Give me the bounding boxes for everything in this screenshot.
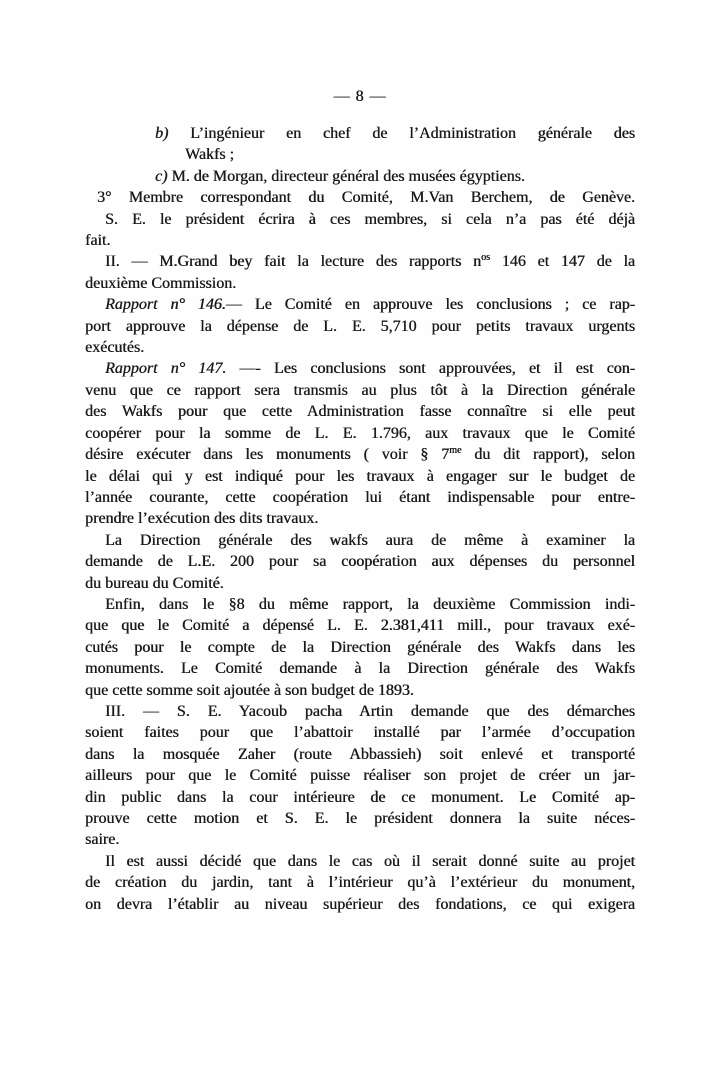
text-segment: S. E. le président écrira à ces membres, si cela n’a pas été déjà	[105, 210, 635, 228]
text-line	[85, 551, 635, 572]
text-line	[85, 765, 635, 786]
document-text-block	[85, 123, 635, 915]
page-number: — 8 —	[333, 88, 387, 105]
text-segment: 3° Membre correspondant du Comité, M.Van Berchem, de Genève.	[97, 189, 635, 207]
text-segment: Rapport n° 147.	[105, 360, 227, 378]
text-line	[85, 701, 635, 722]
text-segment: Enfin, dans le §8 du même rapport, la deuxième Commission indi-	[105, 595, 635, 613]
text-line	[85, 530, 635, 551]
superscript-text: me	[449, 445, 462, 457]
text-line	[85, 337, 635, 358]
text-line	[85, 401, 635, 422]
text-segment: du dit rapport), selon	[461, 446, 635, 464]
superscript-text: os	[481, 252, 490, 264]
text-line	[85, 444, 635, 465]
text-line	[85, 508, 635, 529]
text-segment: on devra l’établir au niveau supérieur des fondations, ce qui exigera	[85, 895, 635, 913]
text-segment: du bureau du Comité.	[85, 574, 224, 592]
text-segment: coopérer pour la somme de L. E. 1.796, aux travaux que le Comité	[85, 424, 635, 442]
text-segment: dans la mosquée Zaher (route Abbassieh) soit enlevé et transporté	[85, 745, 635, 763]
text-line	[85, 829, 635, 850]
text-segment: fait.	[85, 232, 111, 250]
text-line	[85, 615, 635, 636]
text-line	[85, 658, 635, 679]
text-line	[85, 187, 635, 208]
text-line	[85, 123, 635, 144]
text-segment: exécutés.	[85, 339, 145, 357]
text-segment: cutés pour le compte de la Direction générale des Wakfs dans les	[85, 638, 635, 656]
text-segment: saire.	[85, 831, 120, 849]
text-segment: ailleurs pour que le Comité puisse réaliser son projet de créer un jar-	[85, 767, 635, 785]
text-segment: monuments. Le Comité demande à la Direction générale des Wakfs	[85, 660, 635, 678]
text-line	[85, 166, 635, 187]
text-line	[85, 380, 635, 401]
text-line	[85, 637, 635, 658]
text-segment: 146 et 147 de la	[489, 253, 635, 271]
text-line	[85, 787, 635, 808]
text-line	[85, 316, 635, 337]
text-line	[85, 894, 635, 915]
text-segment: L’ingénieur en chef de l’Administration générale des	[168, 125, 635, 142]
text-line	[85, 251, 635, 272]
text-line	[85, 487, 635, 508]
text-segment: l’année courante, cette coopération lui étant indispensable pour entre-	[85, 488, 635, 506]
text-segment: prendre l’exécution des dits travaux.	[85, 510, 319, 528]
text-line	[85, 851, 635, 872]
text-segment: La Direction générale des wakfs aura de même à examiner la	[105, 531, 635, 549]
text-line	[85, 808, 635, 829]
text-segment: demande de L.E. 200 pour sa coopération aux dépenses du personnel	[85, 553, 635, 571]
text-segment: Rapport n° 146.	[105, 296, 226, 314]
text-line	[85, 144, 635, 165]
text-line	[85, 872, 635, 893]
text-line	[85, 680, 635, 701]
text-segment: c)	[155, 167, 168, 185]
text-line	[85, 573, 635, 594]
text-segment: Wakfs ;	[185, 146, 234, 164]
text-segment: de création du jardin, tant à l’intérieur qu’à l’extérieur du monument,	[85, 874, 635, 892]
text-line	[85, 273, 635, 294]
text-segment: — Le Comité en approuve les conclusions ; ce rap-	[225, 296, 636, 314]
text-line	[85, 294, 635, 315]
text-segment: deuxième Commission.	[85, 274, 237, 292]
text-segment: din public dans la cour intérieure de ce monument. Le Comité ap-	[85, 788, 635, 806]
text-segment: soient faites pour que l’abattoir installé par l’armée d’occupation	[85, 724, 635, 742]
text-segment: Il est aussi décidé que dans le cas où il serait donné suite au projet	[105, 852, 635, 870]
text-line	[85, 466, 635, 487]
text-line	[85, 722, 635, 743]
text-line	[85, 744, 635, 765]
text-line	[85, 423, 635, 444]
text-segment: désire exécuter dans les monuments ( voir § 7	[85, 446, 450, 464]
text-segment: port approuve la dépense de L. E. 5,710 pour petits travaux urgents	[85, 317, 635, 335]
text-segment: b)	[155, 125, 169, 142]
text-segment: que que le Comité a dépensé L. E. 2.381,411 mill., pour travaux exé-	[85, 617, 635, 635]
text-segment: —- Les conclusions sont approuvées, et il est con-	[226, 360, 636, 378]
text-segment: prouve cette motion et S. E. le président donnera la suite néces-	[85, 810, 635, 827]
text-line	[85, 209, 635, 230]
text-segment: M. de Morgan, directeur général des musées égyptiens.	[167, 167, 525, 185]
text-segment: venu que ce rapport sera transmis au plus tôt à la Direction générale	[85, 381, 635, 399]
text-line	[85, 594, 635, 615]
text-segment: II. — M.Grand bey fait la lecture des rapports n	[105, 253, 482, 271]
text-segment: des Wakfs pour que cette Administration fasse connaître si elle peut	[85, 403, 635, 421]
text-segment: III. — S. E. Yacoub pacha Artin demande que des démarches	[105, 702, 635, 720]
text-line	[85, 358, 635, 379]
text-line	[85, 230, 635, 251]
text-segment: que cette somme soit ajoutée à son budget de 1893.	[85, 681, 414, 699]
text-segment: le délai qui y est indiqué pour les travaux à engager sur le budget de	[85, 467, 635, 485]
